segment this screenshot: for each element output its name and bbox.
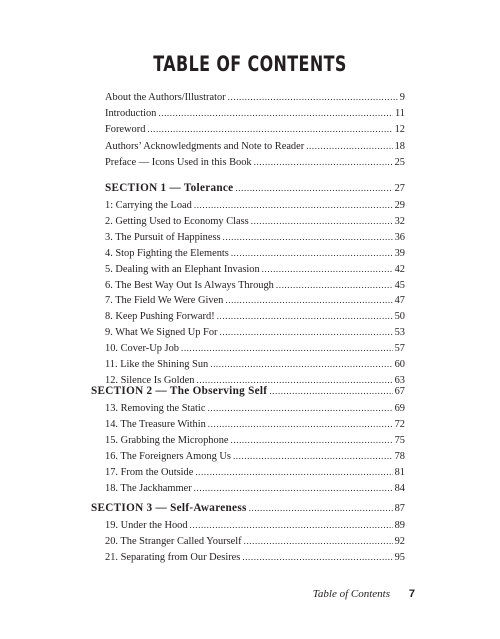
toc-entry <box>105 91 405 104</box>
toc-entry <box>105 107 405 120</box>
dot-leader <box>235 182 392 195</box>
toc-entry <box>105 279 405 292</box>
toc-entry <box>105 231 405 244</box>
toc-entry <box>105 434 405 447</box>
dot-leader <box>244 535 393 548</box>
dot-leader <box>190 519 393 532</box>
toc-entry <box>105 342 405 355</box>
dot-leader <box>223 231 393 244</box>
toc-entry-label: 7. The Field We Were Given <box>105 295 224 307</box>
toc-entry-label: 12. Silence Is Golden <box>105 374 195 386</box>
toc-page-number: 39 <box>394 247 405 259</box>
toc-entry-label: 13. Removing the Static <box>105 403 206 415</box>
section-heading-label: SECTION 3 — Self-Awareness <box>91 502 247 514</box>
dot-leader <box>158 107 393 120</box>
toc-entry <box>105 358 405 371</box>
toc-page-number: 11 <box>394 108 405 120</box>
toc-entry-label: 21. Separating from Our Desires <box>105 552 241 564</box>
toc-entry-label: 3. The Pursuit of Happiness <box>105 232 221 244</box>
toc-page-number: 18 <box>394 140 405 152</box>
toc-page-number: 87 <box>394 503 405 514</box>
dot-leader <box>254 156 393 169</box>
toc-entry-label: 18. The Jackhammer <box>105 482 192 494</box>
dot-leader <box>249 502 393 515</box>
dot-leader <box>276 279 393 292</box>
dot-leader <box>210 358 392 371</box>
dot-leader <box>231 247 393 260</box>
toc-page-number: 12 <box>394 124 405 136</box>
toc-page-number: 42 <box>394 263 405 275</box>
toc-entry-label: 2. Getting Used to Economy Class <box>105 216 249 228</box>
toc-page-number: 72 <box>394 419 405 431</box>
toc-entry <box>105 310 405 323</box>
toc-entry <box>105 519 405 532</box>
dot-leader <box>208 418 393 431</box>
section-heading-label: SECTION 1 — Tolerance <box>105 182 234 194</box>
toc-page-number: 53 <box>394 327 405 339</box>
toc-page-number: 57 <box>394 343 405 354</box>
dot-leader <box>242 551 392 564</box>
toc-page-number: 29 <box>394 200 405 212</box>
toc-page-number: 84 <box>394 482 405 494</box>
toc-page-number: 92 <box>394 536 405 548</box>
page-title: TABLE OF CONTENTS <box>153 52 347 76</box>
toc-page-number: 63 <box>394 374 405 386</box>
toc-entry-label: 1: Carrying the Load <box>105 200 192 212</box>
toc-entry-label: 4. Stop Fighting the Elements <box>105 247 229 259</box>
footer-title: Table of Contents <box>312 588 390 600</box>
dot-leader <box>225 294 392 307</box>
toc-entry-label: Authors’ Acknowledgments and Note to Reader <box>105 140 305 152</box>
toc-entry <box>105 140 405 153</box>
toc-entry-label: Preface — Icons Used in this Book <box>105 156 252 168</box>
dot-leader <box>269 385 392 398</box>
toc-page-number: 67 <box>394 386 405 397</box>
dot-leader <box>228 91 398 104</box>
dot-leader <box>207 402 392 415</box>
section-heading-label: SECTION 2 — The Observing Self <box>91 385 268 397</box>
dot-leader <box>195 466 392 479</box>
toc-entry <box>105 482 405 495</box>
toc-entry-label: 6. The Best Way Out Is Always Through <box>105 279 274 291</box>
dot-leader <box>231 434 393 447</box>
toc-entry-label: 5. Dealing with an Elephant Invasion <box>105 263 260 275</box>
toc-entry <box>105 247 405 260</box>
dot-leader <box>147 123 392 136</box>
toc-entry <box>105 551 405 564</box>
toc-page-number: 32 <box>394 216 405 228</box>
toc-page-number: 60 <box>394 358 405 370</box>
dot-leader <box>262 263 393 276</box>
toc-entry-label: 14. The Treasure Within <box>105 419 206 431</box>
toc-page-number: 81 <box>394 466 405 478</box>
toc-entry-label: 17. From the Outside <box>105 466 194 478</box>
toc-page-number: 9 <box>399 92 405 103</box>
section-heading-1 <box>105 182 405 195</box>
toc-entry <box>105 450 405 463</box>
toc-page-number: 69 <box>394 403 405 415</box>
toc-page-number: 50 <box>394 311 405 323</box>
toc-page-number: 45 <box>394 279 405 291</box>
toc-page-number: 47 <box>394 295 405 307</box>
dot-leader <box>233 450 393 463</box>
toc-entry-label: Foreword <box>105 124 146 136</box>
toc-entry <box>105 418 405 431</box>
toc-entry-label: Introduction <box>105 108 157 120</box>
toc-page-number: 36 <box>394 232 405 244</box>
toc-entry-label: 9. What We Signed Up For <box>105 327 218 339</box>
toc-page-number: 78 <box>394 450 405 462</box>
dot-leader <box>251 215 393 228</box>
dot-leader <box>181 342 393 355</box>
toc-page-number: 27 <box>394 183 405 194</box>
dot-leader <box>306 140 392 153</box>
toc-entry <box>105 466 405 479</box>
toc-entry <box>105 535 405 548</box>
toc-page-number: 25 <box>394 156 405 168</box>
dot-leader <box>217 310 393 323</box>
dot-leader <box>194 199 393 212</box>
toc-entry-label: 11. Like the Shining Sun <box>105 358 209 370</box>
toc-entry <box>105 294 405 307</box>
toc-entry-label: 15. Grabbing the Microphone <box>105 435 229 447</box>
section-heading-2 <box>91 385 405 398</box>
footer-page-number: 7 <box>408 588 415 600</box>
toc-entry <box>105 263 405 276</box>
toc-entry <box>105 199 405 212</box>
toc-entry-label: 16. The Foreigners Among Us <box>105 450 231 462</box>
toc-entry <box>105 326 405 339</box>
toc-entry <box>105 156 405 169</box>
toc-page-number: 95 <box>394 552 405 564</box>
toc-page-number: 89 <box>394 520 405 532</box>
section-heading-3 <box>91 502 405 515</box>
toc-entry <box>105 123 405 136</box>
dot-leader <box>220 326 393 339</box>
toc-entry <box>105 215 405 228</box>
toc-entry-label: 8. Keep Pushing Forward! <box>105 311 215 323</box>
dot-leader <box>194 482 393 495</box>
toc-entry-label: 10. Cover-Up Job <box>105 343 179 354</box>
toc-page-number: 75 <box>394 435 405 447</box>
toc-entry-label: 20. The Stranger Called Yourself <box>105 536 242 548</box>
toc-entry-label: About the Authors/Illustrator <box>105 92 226 103</box>
toc-entry-label: 19. Under the Hood <box>105 520 188 532</box>
toc-entry <box>105 402 405 415</box>
